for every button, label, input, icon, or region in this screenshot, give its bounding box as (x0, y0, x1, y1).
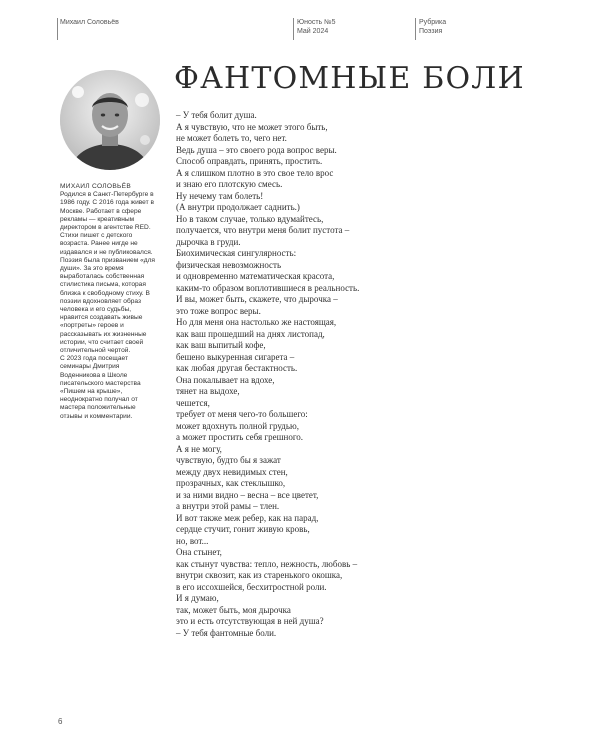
poem-line: как ваш выпитый кофе, (176, 340, 266, 350)
poem-line: так, может быть, моя дырочка (176, 604, 291, 615)
author-portrait-icon (60, 70, 160, 170)
bio-paragraph: Стихи пишет с детского возраста. Ранее нигде не издавался и не публиковался. Поэзия была призванием «для души». За это время выработалась собственная стилистика письма, которая близка к свободному стиху. В поэзии вдохновляет образ человека и его судьбы, нравится создавать живые «портреты» героев и рассказывать их жизненные истории, что считает своей отличительной чертой. (60, 232, 155, 355)
poem-line: это и есть отсутствующая в ней душа? (176, 616, 324, 626)
poem-line: в его иссохшейся, бесхитростной роли. (176, 581, 327, 592)
poem-line: чувствую, будто бы я зажат (176, 455, 281, 465)
poem-line: Но для меня она настолько же настоящая, (176, 317, 337, 327)
header-rubric (419, 18, 446, 36)
poem-line: как любая другая бестактность. (176, 363, 298, 373)
poem-line: сердце стучит, гонит живую кровь, (176, 524, 310, 534)
poem-title: ФАНТОМНЫЕ БОЛИ (174, 61, 525, 96)
poem-line: А я чувствую, что не может этого быть, (176, 121, 328, 132)
poem-body (176, 110, 426, 639)
journal-date: Май 2024 (297, 28, 329, 35)
poem-line: А я не могу, (176, 443, 222, 454)
poem-line: это тоже вопрос веры. (176, 305, 261, 316)
poem-line: как стынут чувства: тепло, нежность, любовь – (176, 558, 358, 569)
poem-line: Ведь душа – это своего рода вопрос веры. (176, 144, 337, 155)
poem-line: чешется, (176, 397, 210, 408)
poem-line: как ваш прошедший на днях листопад, (176, 328, 325, 339)
poem-line: Способ оправдать, принять, простить. (176, 156, 323, 166)
poem-line: внутри сквозит, как из старенького окошка, (176, 570, 343, 580)
poem-line: И вы, может быть, скажете, что дырочка – (176, 294, 338, 304)
rubric-label: Рубрика (419, 19, 447, 26)
poem-line: А я слишком плотно в это свое тело врос (176, 167, 334, 178)
rubric-value: Поэзия (419, 28, 443, 35)
poem-line: и за ними видно – весна – все цветет, (176, 489, 319, 500)
page-number: 6 (58, 717, 63, 726)
poem-line: прозрачных, как стеклышко, (176, 478, 286, 488)
poem-line: не может болеть то, чего нет. (176, 133, 287, 143)
poem-line: И вот также меж ребер, как на парад, (176, 512, 319, 523)
header-author: Михаил Соловьёв (60, 19, 119, 26)
journal-issue: Юность №5 (297, 19, 336, 26)
poem-line: между двух невидимых стен, (176, 466, 288, 477)
poem-line: (А внутри продолжает саднить.) (176, 202, 300, 212)
bio-paragraph: Родился в Санкт-Петербурге в 1986 году. С 2016 года живет в Москве. Работает в сфере рекламы — креативным директором в агентстве RED. (60, 191, 154, 232)
poem-line: получается, что внутри меня болит пустота – (176, 225, 350, 235)
poem-line: а может простить себя грешного. (176, 432, 304, 442)
poem-line: а внутри этой рамы – тлен. (176, 501, 280, 511)
bio-name: МИХАИЛ СОЛОВЬЁВ (60, 183, 132, 190)
poem-line: И я думаю, (176, 593, 219, 603)
poem-line: Она стынет, (176, 547, 222, 557)
poem-line: Ну нечему там болеть! (176, 190, 264, 201)
bio-paragraph: С 2023 года посещает семинары Дмитрия Воденникова в Школе писательского мастерства «Пишем на крыше», неоднократно получал от мастера положительные отзывы и комментарии. (60, 355, 141, 420)
header-divider (57, 18, 58, 40)
poem-line: каким-то образом воплотившиеся в реальность. (176, 282, 360, 293)
poem-line: тянет на выдохе, (176, 386, 240, 396)
author-bio (60, 183, 160, 421)
poem-line: требует от меня чего-то большего: (176, 409, 308, 419)
poem-line: – У тебя болит душа. (176, 110, 257, 120)
poem-line: Она покалывает на вдохе, (176, 374, 275, 385)
poem-line: физическая невозможность (176, 259, 282, 270)
poem-line: бешено выкуренная сигарета – (176, 351, 295, 362)
poem-line: но, вот... (176, 535, 209, 546)
poem-line: и знаю его плотскую смесь. (176, 179, 283, 189)
poem-line: Биохимическая сингулярность: (176, 248, 297, 258)
poem-line: и одновременно математическая красота, (176, 271, 335, 281)
header-journal (297, 18, 336, 36)
poem-line: дырочка в груди. (176, 236, 241, 247)
header-divider (415, 18, 416, 40)
poem-line: – У тебя фантомные боли. (176, 627, 277, 638)
poem-line: может вдохнуть полной грудью, (176, 420, 299, 431)
author-photo (60, 70, 160, 170)
poem-line: Но в таком случае, только вдумайтесь, (176, 213, 324, 224)
header-divider (293, 18, 294, 40)
